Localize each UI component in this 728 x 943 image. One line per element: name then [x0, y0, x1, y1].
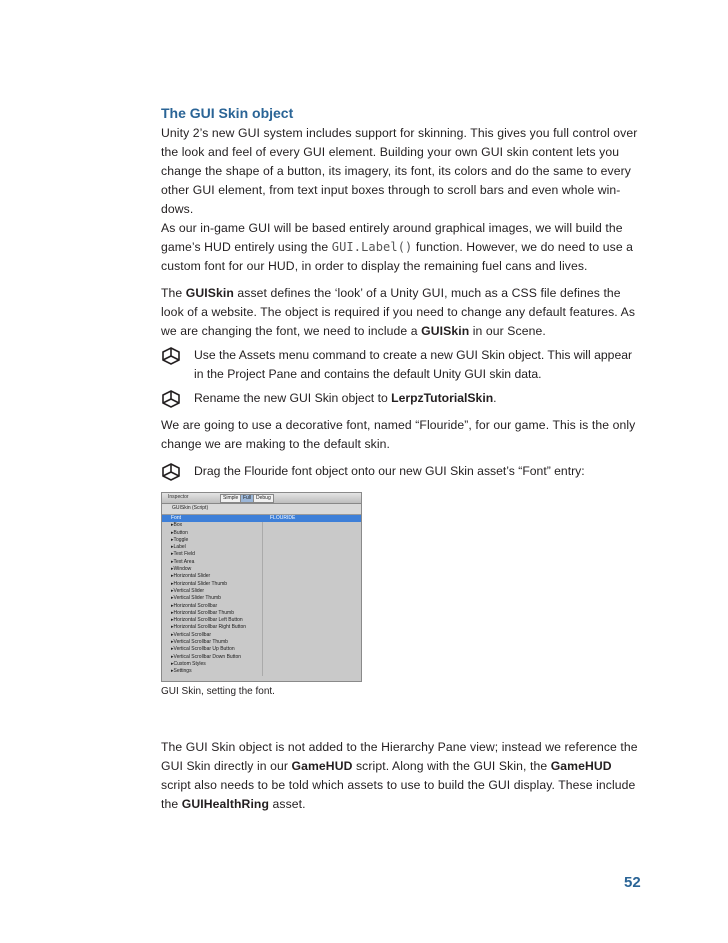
- inspector-tab: Inspector: [168, 494, 189, 500]
- paragraph-hierarchy-text-c: script also needs to be told which assets to use to build the GUI display. These include the: [161, 778, 636, 811]
- style-row: ▸Text Field: [171, 551, 195, 558]
- style-row: ▸Vertical Scrollbar: [171, 631, 212, 638]
- style-row: ▸Settings: [171, 668, 192, 675]
- style-row: ▸Horizontal Scrollbar Left Button: [171, 617, 243, 624]
- style-row: ▸Window: [171, 566, 192, 573]
- style-row: ▸Vertical Scrollbar Down Button: [171, 653, 242, 660]
- style-row: ▸Button: [171, 529, 188, 536]
- paragraph-hierarchy: [161, 738, 644, 814]
- section-heading: The GUI Skin object: [161, 105, 294, 121]
- paragraph-hud-text-a: As our in-game GUI will be based entirely around graphical images, we will build the game’s HUD entirely using the: [161, 221, 623, 254]
- inspector-toolbar: [162, 493, 361, 504]
- unity-logo-icon: [161, 463, 181, 481]
- style-row: ▸Text Area: [171, 558, 195, 565]
- style-row: ▸Horizontal Slider Thumb: [171, 580, 228, 587]
- guiskin-script-label: GUISkin (Script): [172, 505, 209, 511]
- step-create-skin-text: Use the Assets menu command to create a new GUI Skin object. This will appear in the Project Pane and contains the default Unity GUI skin data.: [194, 348, 633, 381]
- code-gui-label: GUI.Label(): [331, 240, 413, 254]
- paragraph-intro: Unity 2’s new GUI system includes support for skinning. This gives you full control over the look and feel of every GUI element. Building your own GUI skin content lets you change the shape of a button, its imagery, its font, its colors and do the same to every other GUI element, from text input boxes through to scroll bars and even whole win-dows.: [161, 126, 638, 216]
- mode-debug: Debug: [253, 494, 274, 503]
- guiskin-script-header: [162, 504, 361, 515]
- step-rename-skin-text: [194, 389, 644, 408]
- term-guiskin-2: GUISkin: [421, 324, 470, 338]
- paragraph-guiskin-text-a: The: [161, 286, 186, 300]
- style-row: ▸Toggle: [171, 536, 189, 543]
- term-gamehud-2: GameHUD: [550, 759, 612, 773]
- paragraph-flouride: We are going to use a decorative font, named “Flouride”, for our game. This is the only change we are making to the default skin.: [161, 418, 636, 451]
- style-row: ▸Label: [171, 544, 186, 551]
- paragraph-guiskin-text-c: in our Scene.: [469, 324, 546, 338]
- term-guiskin: GUISkin: [185, 286, 234, 300]
- font-row-label: Font: [171, 515, 182, 521]
- guiskin-properties: [162, 515, 361, 676]
- term-lerpz-skin: LerpzTutorialSkin: [391, 391, 494, 405]
- page-number: 52: [624, 874, 641, 891]
- term-gamehud: GameHUD: [291, 759, 353, 773]
- mode-full: Full: [240, 494, 254, 503]
- figure-caption: GUI Skin, setting the font.: [161, 686, 275, 697]
- term-guihealthring: GUIHealthRing: [181, 797, 270, 811]
- style-row: ▸Vertical Scrollbar Thumb: [171, 639, 228, 646]
- paragraph-hierarchy-text-d: asset.: [269, 797, 306, 811]
- paragraph-hud-text-b: function. However, we do need to use a custom font for our HUD, in order to display the remaining fuel cans and lives.: [161, 240, 634, 273]
- style-row: ▸Custom Styles: [171, 660, 206, 667]
- paragraph-hud: [161, 219, 644, 276]
- inspector-screenshot: [161, 492, 362, 682]
- mode-simple: Simple: [220, 494, 241, 503]
- paragraph-hierarchy-text-b: script. Along with the GUI Skin, the: [352, 759, 551, 773]
- style-row: ▸Vertical Slider: [171, 587, 205, 594]
- paragraph-guiskin-text-b: asset defines the ‘look’ of a Unity GUI, much as a CSS file defines the look of a website. The object is required if you need to change any default features. As we are changing the font, we need to include a: [161, 286, 636, 338]
- step-rename-text-a: Rename the new GUI Skin object to: [194, 391, 392, 405]
- font-value: FLOURIDE: [266, 515, 356, 522]
- style-row: ▸Horizontal Scrollbar: [171, 602, 218, 609]
- style-row: ▸Vertical Scrollbar Up Button: [171, 646, 235, 653]
- step-rename-text-b: .: [493, 391, 497, 405]
- style-row: ▸Vertical Slider Thumb: [171, 595, 221, 602]
- style-row: ▸Horizontal Scrollbar Thumb: [171, 609, 234, 616]
- style-row: ▸Horizontal Scrollbar Right Button: [171, 624, 247, 631]
- paragraph-hierarchy-text-a: The GUI Skin object is not added to the Hierarchy Pane view; instead we reference the GUI Skin directly in our: [161, 740, 638, 773]
- style-row: ▸Horizontal Slider: [171, 573, 211, 580]
- paragraph-guiskin: [161, 284, 644, 341]
- style-rows: [162, 522, 361, 675]
- font-row: [162, 515, 361, 522]
- step-drag-font-text: Drag the Flouride font object onto our new GUI Skin asset’s “Font” entry:: [194, 464, 585, 478]
- style-row: ▸Box: [171, 522, 183, 529]
- unity-logo-icon: [161, 390, 181, 408]
- unity-logo-icon: [161, 347, 181, 365]
